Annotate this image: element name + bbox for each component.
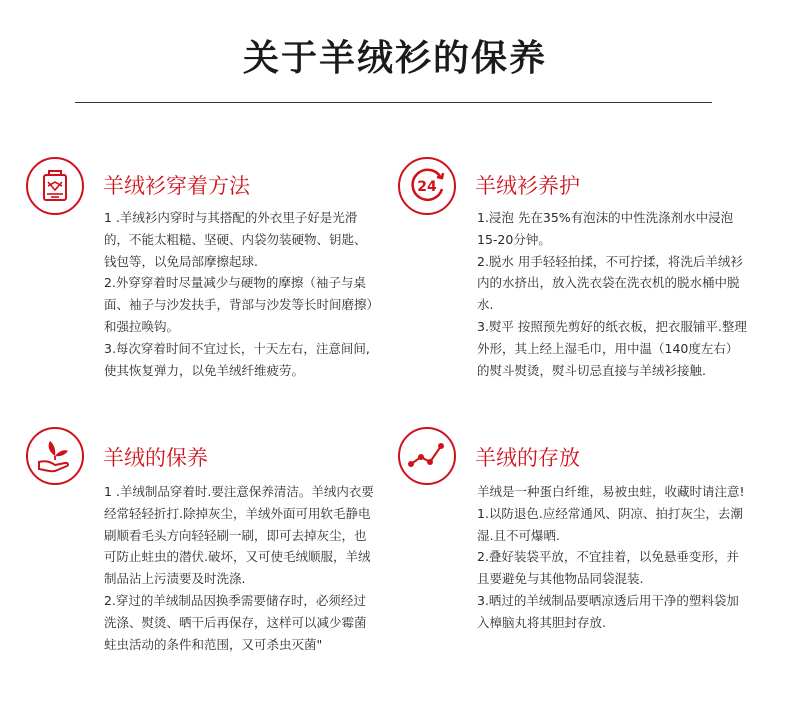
paragraph: 3.晒过的羊绒制品要晒凉透后用干净的塑料袋加入樟脑丸将其胆封存放. [477, 592, 739, 630]
24-hours-icon [397, 156, 457, 216]
paragraph: 3.每次穿着时间不宜过长，十天左右，注意间间,使其恢复弹力，以免羊绒纤维疲劳。 [104, 340, 370, 378]
trend-line-icon [397, 426, 457, 486]
paragraph: 1 .羊绒制品穿着时.要注意保养清洁。羊绒内衣要经常轻轻折打.除掉灰尘，羊绒外面可用软毛静电刷顺看毛头方向轻轻刷一刷，即可去掉灰尘，也可防止蛀虫的潜伏.破坏，又可使毛绒顺服，羊绒制品沾上污渍要及时洗涤. [104, 484, 374, 587]
paragraph: 1 .羊绒衫内穿时与其搭配的外衣里子好是光滑的，不能太粗糙、坚硬、内袋勿装硬物、钥匙、钱包等，以免局部摩擦起球. [104, 210, 367, 269]
section-body [477, 481, 749, 634]
section-title: 羊绒衫养护 [475, 174, 580, 198]
section-body [104, 481, 376, 655]
paragraph: 2.脱水 用手轻轻拍揉，不可拧揉，将洗后羊绒衫内的水挤出，放入洗衣袋在洗衣机的脱水桶中脱水. [477, 253, 743, 313]
section-title: 羊绒的存放 [475, 446, 580, 470]
section-title: 羊绒的保养 [103, 446, 208, 470]
paragraph: 1.浸泡 先在35%有泡沫的中性洗涤剂水中浸泡15-20分钟。 [477, 210, 734, 247]
paragraph: 3.熨平 按照预先剪好的纸衣板，把衣服铺平.整理外形，其上经上湿毛巾，用中温（140度左右）的熨斗熨烫，熨斗切忌直接与羊绒衫接触. [477, 318, 747, 378]
section-body [104, 207, 376, 381]
page-title: 关于羊绒衫的保养 [242, 38, 547, 79]
paragraph: 2.外穿穿着时尽量减少与硬物的摩擦（袖子与桌面、袖子与沙发扶手，背部与沙发等长时间磨擦）和强拉唤钩。 [104, 275, 373, 334]
paragraph: 1.以防退色.应经常通风、阴凉、拍打灰尘，去潮湿.且不可爆晒. [477, 505, 743, 543]
section-body [477, 207, 749, 381]
sweater-icon [25, 156, 85, 216]
title-divider [75, 102, 712, 103]
paragraph: 2.叠好装袋平放，不宜挂着，以免悬垂变形，并且要避免与其他物品同袋混装. [477, 549, 739, 587]
hand-leaf-care-icon [25, 426, 85, 486]
svg-text:24: 24 [417, 179, 437, 195]
paragraph: 2.穿过的羊绒制品因换季需要储存时，必须经过洗涤、熨烫、晒干后再保存，这样可以减少霉菌蛀虫活动的条件和范围，又可杀虫灭菌" [104, 592, 367, 652]
paragraph: 羊绒是一种蛋白纤维，易被虫蛀，收藏时请注意! [477, 484, 745, 499]
section-title: 羊绒衫穿着方法 [103, 174, 250, 198]
